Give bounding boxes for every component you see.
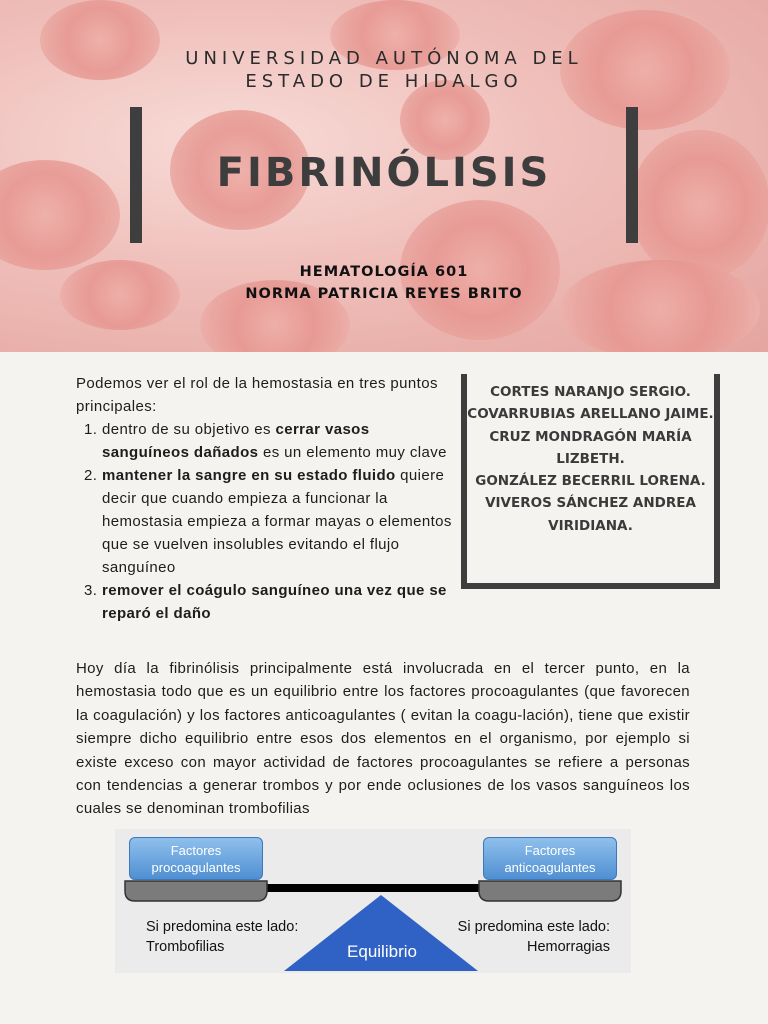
list-item xyxy=(76,418,456,464)
equilibrium-label: Equilibrio xyxy=(347,942,417,961)
list-emphasis: mantener la sangre en su estado fluido xyxy=(102,467,396,484)
list-number: 3. xyxy=(84,582,98,599)
author-name: CRUZ MONDRAGÓN MARÍA LIZBETH. xyxy=(489,428,692,467)
list-text: dentro de su objetivo es xyxy=(102,421,276,438)
list-emphasis: cerrar vasos sanguíneos dañados xyxy=(102,421,370,461)
university-name-line1: UNIVERSIDAD AUTÓNOMA DEL xyxy=(185,48,583,69)
caption-line: Hemorragias xyxy=(527,939,610,955)
list-emphasis: remover el coágulo sanguíneo una vez que se reparó el daño xyxy=(102,582,447,622)
author-name: COVARRUBIAS ARELLANO JAIME. xyxy=(467,406,714,423)
course-name: HEMATOLOGÍA 601 xyxy=(299,264,469,280)
box-label: procoagulantes xyxy=(151,860,241,875)
university-name-line2: ESTADO DE HIDALGO xyxy=(245,71,523,92)
box-label: Factores xyxy=(170,843,222,858)
procoagulant-factors-box xyxy=(129,837,263,880)
author-name: GONZÁLEZ BECERRIL LORENA. xyxy=(475,473,706,490)
list-item xyxy=(76,579,456,625)
balance-diagram xyxy=(115,829,631,973)
page-title: FIBRINÓLISIS xyxy=(216,150,552,196)
points-list xyxy=(76,418,456,625)
anticoagulant-factors-box xyxy=(483,837,617,880)
body-paragraph: Hoy día la fibrinólisis principalmente está involucrada en el tercer punto, en la hemostasia todo que es un equilibrio entre los factores procoagulantes (que favorecen la coagulación) y los factores anticoagulantes ( evitan la coagu-lación), tiene que existir siempre dicho equilibrio entre esos dos elementos en el organismo, por ejemplo si existe exceso con mayor actividad de factores procoagulantes se refiere a personas con tendencias a generar trombos y por ende oclusiones de los vasos sanguíneos los cuales se denominan trombofilias xyxy=(76,660,690,818)
right-caption xyxy=(448,917,610,957)
author-name: CORTES NARANJO SERGIO. xyxy=(490,384,691,400)
list-number: 2. xyxy=(84,467,98,484)
box-label: anticoagulantes xyxy=(504,860,596,875)
list-text: es un elemento muy clave xyxy=(258,444,447,461)
authors-box xyxy=(461,374,720,589)
intro-section xyxy=(76,372,456,625)
list-item xyxy=(76,464,456,579)
caption-line: Trombofilias xyxy=(146,939,225,955)
box-label: Factores xyxy=(524,843,576,858)
left-pan xyxy=(125,881,267,901)
teacher-name: NORMA PATRICIA REYES BRITO xyxy=(245,286,523,302)
author-name: VIVEROS SÁNCHEZ ANDREA VIRIDIANA. xyxy=(485,495,696,534)
right-pan xyxy=(479,881,621,901)
header-banner xyxy=(0,0,768,352)
left-caption xyxy=(146,917,298,957)
caption-line: Si predomina este lado: xyxy=(457,919,610,935)
list-text: quiere decir que cuando empieza a funcionar la hemostasia empieza a formar mayas o elementos que se vuelven insolubles evitando el flujo sanguíneo xyxy=(102,467,452,576)
list-number: 1. xyxy=(84,421,98,438)
caption-line: Si predomina este lado: xyxy=(146,919,299,935)
intro-lead: Podemos ver el rol de la hemostasia en tres puntos principales: xyxy=(76,375,438,415)
balance-beam xyxy=(255,884,491,892)
